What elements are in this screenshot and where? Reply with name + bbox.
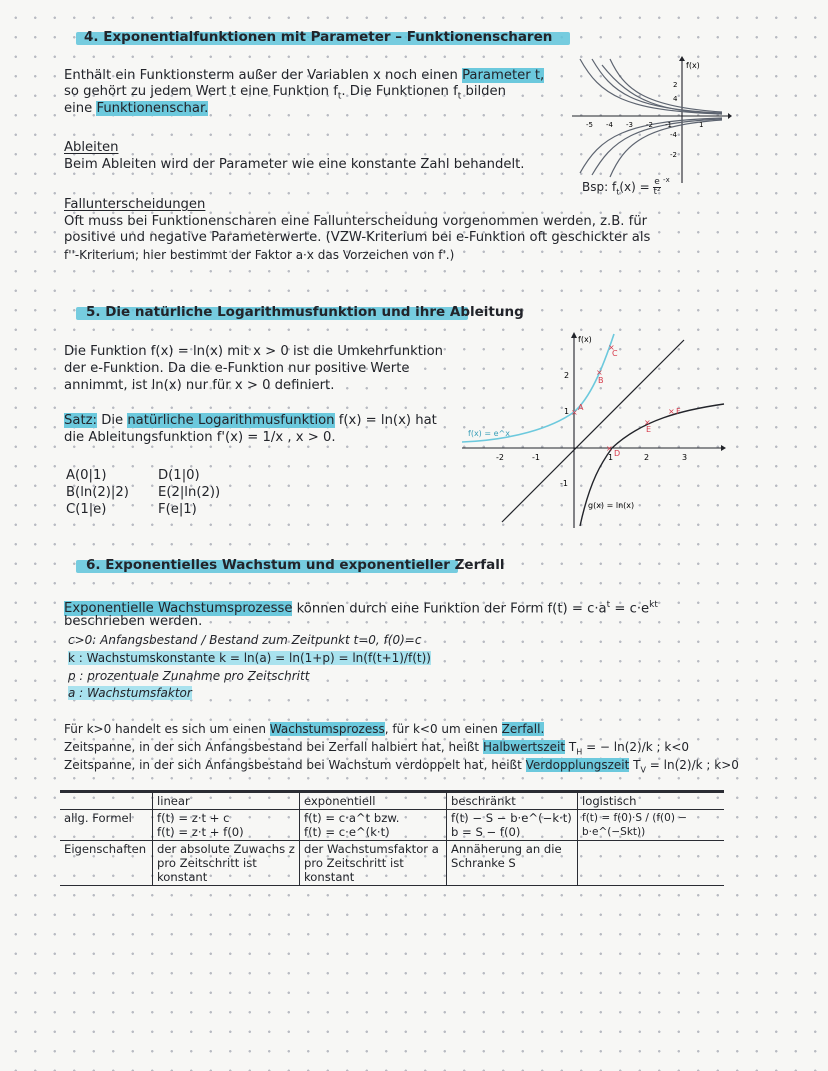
section6-formula-keyword: Exponentielle Wachstumsprozesse xyxy=(64,601,293,617)
s5-exp-curve xyxy=(462,334,614,442)
section6-growth-b: , für k<0 um einen xyxy=(384,722,502,736)
section5-point-A: A(0|1) xyxy=(66,468,107,483)
s5-identity-line xyxy=(502,340,684,522)
s4-tick-ym4: -4 xyxy=(670,131,677,139)
s5-tick-ym1: -1 xyxy=(560,479,568,488)
s4-tick-ym2: -2 xyxy=(670,151,677,159)
section6-formula-text2: = c·e xyxy=(610,601,650,617)
section5-intro-line1: Die Funktion f(x) = ln(x) mit x > 0 ist die Umkehrfunktion xyxy=(64,344,444,359)
s4-tick-y4: 4 xyxy=(673,95,678,103)
s5-label-exp: f(x) = e^x xyxy=(468,429,510,438)
s4-tick-m1: -1 xyxy=(665,121,672,129)
section5-theorem-line1 xyxy=(64,413,437,429)
growth-types-table xyxy=(60,790,724,886)
section6-growth-a: Für k>0 handelt es sich um einen xyxy=(64,722,270,736)
table-cell xyxy=(447,810,578,841)
section4-intro-rest: . Die Funktionen f xyxy=(341,84,458,99)
s4-tick-m2: -2 xyxy=(646,121,653,129)
s5-x-arrow xyxy=(721,445,726,451)
section6-halflife-c: = − ln(2)/k ; k<0 xyxy=(582,740,690,754)
s5-tick-x1: 1 xyxy=(608,453,614,462)
section6-formula-text: können durch eine Funktion der Form f(t) = c·a xyxy=(292,601,607,617)
table-cell xyxy=(300,810,447,841)
section4-intro-text2: so gehört zu jedem Wert t eine Funktion f xyxy=(64,84,338,99)
table-cell-line: f(t) = f(0)·S / (f(0) − b·e^(−Skt)) xyxy=(582,812,688,838)
section4-derive-heading: Ableiten xyxy=(64,140,119,155)
section6-growth-line xyxy=(64,721,544,737)
section5-intro-line3: annimmt, ist ln(x) nur für x > 0 definiert. xyxy=(64,378,335,393)
s4-tick-m3: -3 xyxy=(626,121,633,129)
section6-doubling-line xyxy=(64,757,739,778)
table-cell xyxy=(153,810,300,841)
section5-theorem-keyword: natürliche Logarithmusfunktion xyxy=(127,413,335,428)
section6-halflife-sub: H xyxy=(576,747,583,757)
section6-growth-keyword: Wachstumsprozess xyxy=(269,722,385,736)
table-cell-line: f(t) − S − b·e^(−k·t) xyxy=(451,811,572,825)
section6-halflife-a: Zeitspanne, in der sich Anfangsbestand bei Zerfall halbiert hat, heißt xyxy=(64,740,483,754)
section5-intro-line2: der e-Funktion. Da die e-Funktion nur positive Werte xyxy=(64,361,410,376)
table-cell-line: f(t) = c·a^t bzw. xyxy=(304,811,400,825)
section4-intro-ft-sub: t xyxy=(337,91,342,102)
section4-intro-rest2: bilden xyxy=(461,84,506,99)
s4-tick-m5: -5 xyxy=(586,121,593,129)
section6-formula-sup2: kt xyxy=(649,600,658,610)
table-cell xyxy=(300,841,447,886)
table-header-linear: linear xyxy=(153,792,300,810)
s5-tick-y1: 1 xyxy=(564,407,570,416)
s5-mark-B: × xyxy=(596,368,603,377)
section4-intro-parameter: Parameter t, xyxy=(462,68,545,83)
s5-point-label-A: A xyxy=(578,403,584,412)
section4-cases-line2: positive und negative Parameterwerte. (VZW-Kriterium bei e-Funktion oft geschickter als xyxy=(64,230,651,245)
s4-curve-4 xyxy=(602,65,722,114)
section4-intro-keyword: Funktionenschar. xyxy=(96,101,209,116)
section6-title: 6. Exponentielles Wachstum und exponentieller Zerfall xyxy=(86,557,505,573)
section4-intro-rest-sub: t xyxy=(457,91,462,102)
section4-example-den: t² xyxy=(653,187,661,197)
table-header-empty xyxy=(60,792,153,810)
section6-formula-line2: beschrieben werden. xyxy=(64,614,203,629)
section6-doubling-c: = ln(2)/k ; k>0 xyxy=(645,758,739,772)
section6-def-a-text: a : Wachstumsfaktor xyxy=(68,686,192,700)
table-cell xyxy=(153,841,300,886)
s5-point-label-C: C xyxy=(612,349,618,358)
s5-mark-D: × xyxy=(606,444,613,453)
s5-tick-x3: 3 xyxy=(682,453,688,462)
table-cell xyxy=(578,841,725,886)
s4-tick-y2: 2 xyxy=(673,81,678,89)
section6-doubling-sub: V xyxy=(640,765,646,775)
table-cell-line: Schranke S xyxy=(451,856,516,870)
section4-example xyxy=(582,176,670,200)
section4-example-num-sup: -x xyxy=(663,176,670,184)
section4-title: 4. Exponentialfunktionen mit Parameter – Funktionenscharen xyxy=(84,29,553,45)
table-header-row xyxy=(60,792,724,810)
table-row-formula xyxy=(60,810,724,841)
table-cell xyxy=(578,810,725,841)
s5-mark-C: × xyxy=(608,343,615,352)
section4-derive-text: Beim Ableiten wird der Parameter wie eine konstante Zahl behandelt. xyxy=(64,157,525,172)
s5-point-label-B: B xyxy=(598,376,604,385)
section4-example-num: e xyxy=(654,177,660,187)
s5-tick-xm2: -2 xyxy=(496,453,504,462)
table-cell-line: pro Zeitschritt ist konstant xyxy=(304,856,404,884)
s5-y-arrow xyxy=(571,332,577,338)
table-row-label: allg. Formel xyxy=(60,810,153,841)
s5-mark-E: × xyxy=(644,418,651,427)
section6-formula-sup: t xyxy=(606,600,611,610)
section4-intro-text3: eine xyxy=(64,101,97,116)
section4-example-rest: (x) = xyxy=(619,180,654,194)
s4-y-arrow xyxy=(679,56,685,61)
s4-curve-3 xyxy=(610,59,722,112)
table-cell-line: b = S − f(0) xyxy=(451,825,521,839)
s5-tick-y2: 2 xyxy=(564,371,570,380)
s5-point-label-D: D xyxy=(614,449,621,458)
section6-halflife-b: T xyxy=(565,740,577,754)
section5-point-E: E(2|ln(2)) xyxy=(158,485,221,500)
section5-theorem-label: Satz: xyxy=(64,413,97,428)
table-cell-line: Annäherung an die xyxy=(451,842,562,856)
section6-def-p: p : prozentuale Zunahme pro Zeitschritt xyxy=(68,669,310,683)
section5-title: 5. Die natürliche Logarithmusfunktion und ihre Ableitung xyxy=(86,304,524,320)
section6-doubling-a: Zeitspanne, in der sich Anfangsbestand bei Wachstum verdoppelt hat, heißt xyxy=(64,758,526,772)
s5-tick-xm1: -1 xyxy=(532,453,540,462)
table-cell-line: f(t) = c·e^(k·t) xyxy=(304,825,390,839)
section6-def-c: c>0: Anfangsbestand / Bestand zum Zeitpunkt t=0, f(0)=c xyxy=(68,633,422,647)
s5-mark-A: × xyxy=(571,408,578,417)
section6-decay-keyword: Zerfall. xyxy=(501,722,545,736)
table-header-logistic: logistisch xyxy=(578,792,725,810)
s4-tick-m4: -4 xyxy=(606,121,613,129)
table-cell-line: f(t) = z·t + c xyxy=(157,811,230,825)
s4-tick-1: 1 xyxy=(699,121,704,129)
s4-curve-1 xyxy=(580,59,722,114)
table-cell-line: pro Zeitschritt ist konstant xyxy=(157,856,257,884)
table-cell xyxy=(447,841,578,886)
section6-doubling-keyword: Verdopplungszeit xyxy=(525,758,630,772)
table-cell-line: f(t) = z·t + f(0) xyxy=(157,825,244,839)
s4-x-arrow xyxy=(728,113,732,119)
section4-intro-line3 xyxy=(64,101,208,117)
section5-point-F: F(e|1) xyxy=(158,502,197,517)
section5-theorem-mid: Die xyxy=(97,413,128,428)
section6-doubling-b: T xyxy=(629,758,641,772)
s5-point-label-E: E xyxy=(646,425,652,434)
table-row-label: Eigenschaften xyxy=(60,841,153,886)
table-header-bounded: beschränkt xyxy=(447,792,578,810)
s5-label-ln: g(x) = ln(x) xyxy=(588,501,635,510)
table-cell-line: der absolute Zuwachs z xyxy=(157,842,295,856)
table-header-exponential: exponentiell xyxy=(300,792,447,810)
s5-mark-F: × xyxy=(668,407,675,416)
section6-def-a xyxy=(68,685,192,701)
section5-point-C: C(1|e) xyxy=(66,502,107,517)
table-cell-line: der Wachstumsfaktor a xyxy=(304,842,439,856)
table-row-properties xyxy=(60,841,724,886)
section6-def-k-text: k : Wachstumskonstante k = ln(a) = ln(1+p) = ln(f(t+1)/f(t)) xyxy=(68,651,431,665)
section4-example-prefix: Bsp: f xyxy=(582,180,617,194)
s5-tick-x2: 2 xyxy=(644,453,650,462)
section4-intro-line1 xyxy=(64,68,544,84)
section5-point-B: B(ln(2)|2) xyxy=(66,485,129,500)
section6-def-k xyxy=(68,650,431,666)
s5-point-label-F: F xyxy=(676,407,681,416)
section5-theorem-line2: die Ableitungsfunktion f'(x) = 1/x , x > 0. xyxy=(64,430,336,445)
s4-label-fx: f(x) xyxy=(686,61,700,70)
section5-theorem-end: f(x) = ln(x) hat xyxy=(334,413,437,428)
section4-intro-text1: Enthält ein Funktionsterm außer der Variablen x noch einen xyxy=(64,68,463,83)
s5-label-fx: f(x) xyxy=(578,335,592,344)
section6-halflife-keyword: Halbwertszeit xyxy=(482,740,566,754)
section4-cases-line1: Oft muss bei Funktionenscharen eine Fallunterscheidung vorgenommen werden, z.B. für xyxy=(64,214,648,229)
section4-cases-line3: f''-Kriterium; hier bestimmt der Faktor a·x das Vorzeichen von f'.) xyxy=(64,248,455,262)
section5-exp-ln-graph xyxy=(462,330,732,530)
section5-point-D: D(1|0) xyxy=(158,468,200,483)
section4-family-graph xyxy=(572,55,732,185)
section4-example-sub: t xyxy=(616,187,620,197)
section4-cases-heading: Fallunterscheidungen xyxy=(64,197,206,212)
